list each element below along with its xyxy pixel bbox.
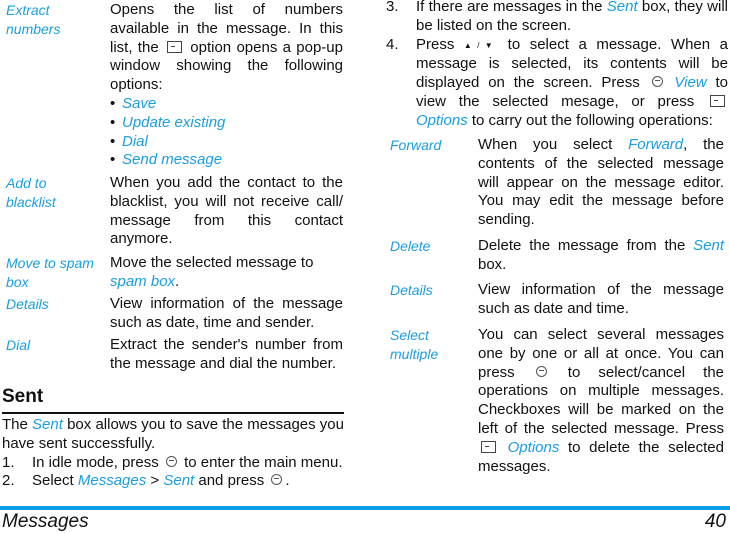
text-run: In idle mode, press (32, 453, 163, 471)
option-label (6, 336, 106, 355)
option-label (6, 174, 106, 212)
menu-term: Sent (32, 416, 63, 433)
text-run: and press (194, 472, 269, 490)
label-line: Extract (6, 2, 50, 18)
text-run: If there are messages in the (416, 0, 607, 15)
step-item (2, 472, 344, 491)
menu-term: Options (416, 111, 468, 129)
label-line: Forward (390, 137, 442, 153)
label-line: Delete (390, 238, 431, 254)
bullet-dial: Dial (122, 132, 148, 150)
option-label (6, 254, 106, 292)
label-line: Details (390, 282, 433, 298)
options-bullet-list (110, 95, 343, 170)
text-run: Extract the sender's number from the message and dial the number. (110, 336, 343, 372)
step-text (416, 0, 728, 34)
text-run: to delete the selected messages. (478, 438, 724, 475)
menu-term: Sent (693, 237, 724, 254)
step-text (32, 454, 343, 471)
menu-term: spam box (110, 272, 176, 290)
options-softkey-icon (167, 41, 182, 53)
bullet-save: Save (122, 95, 157, 112)
step-item (386, 0, 728, 36)
label-line: Select (390, 327, 429, 343)
step-number: 2. (2, 472, 15, 490)
text-run: to view the selected mesage, or press (416, 74, 728, 110)
option-label (390, 136, 441, 155)
option-desc (478, 326, 724, 476)
option-desc (110, 174, 343, 249)
text-run: . (175, 272, 180, 290)
step-number: 3. (386, 0, 399, 15)
label-line: Details (6, 296, 49, 312)
menu-term: Messages (77, 472, 147, 490)
section-heading: Sent (2, 386, 44, 407)
label-line: numbers (6, 20, 61, 37)
label-line: Dial (6, 337, 31, 353)
text-run: Select (32, 472, 78, 490)
label-line: multiple (390, 345, 439, 362)
options-softkey-icon (481, 441, 496, 453)
text-run: to select/cancel the operations on multiple messages. Checkboxes will be marked on the left of the selected message. Press (478, 363, 724, 437)
ok-key-icon (652, 76, 663, 87)
text-run: Move the selected message to (110, 254, 314, 271)
option-label (6, 1, 106, 39)
footer-section-title: Messages (2, 511, 89, 532)
page-number: 40 (704, 511, 726, 532)
text-run: . (285, 472, 290, 490)
text-run: to select a message. When a message is selected, its contents will be displayed on the screen. Press (416, 35, 728, 92)
option-label (390, 281, 433, 300)
text-run (499, 439, 508, 456)
step-item (2, 454, 344, 473)
option-desc (110, 295, 343, 333)
menu-term: Forward (628, 136, 684, 153)
step-text (32, 472, 290, 489)
options-softkey-icon (710, 95, 725, 107)
bullet-update-existing: Update existing (122, 113, 226, 131)
label-line: Move to spam (6, 255, 94, 271)
step-text (416, 36, 728, 131)
text-run: The (2, 416, 33, 433)
footer-rule (0, 506, 730, 510)
option-desc (478, 136, 724, 230)
text-run: You can select several messages one by one or all at once. You can press (478, 326, 724, 381)
bullet-send-message: Send message (122, 151, 223, 169)
bullet-item: • Dial (110, 132, 148, 150)
text-run: to carry out the following operations: (467, 111, 713, 129)
right-steps (386, 0, 728, 131)
heading-rule (2, 412, 344, 414)
text-run: View information of the message such as date and time. (478, 281, 724, 317)
ok-key-icon (166, 456, 177, 467)
step-number: 4. (386, 35, 399, 53)
bullet-item: • Update existing (110, 113, 226, 131)
text-run: option opens a pop-up window showing the following options: (110, 38, 343, 94)
text-run: When you add the contact to the blacklist, you will not receive call/ message from this contact anymore. (110, 174, 343, 248)
option-desc (110, 336, 343, 374)
option-desc (110, 1, 343, 95)
bullet-item: • Send message (110, 151, 223, 169)
text-run: box allows you to save the messages you have sent successfully. (2, 416, 344, 452)
text-run: Press (416, 35, 464, 53)
ok-key-icon (536, 366, 547, 377)
text-run: box. (478, 255, 507, 273)
text-run: Delete the message from the (478, 237, 694, 254)
option-desc (478, 281, 724, 319)
label-line: Add to (6, 175, 47, 191)
option-label (390, 326, 438, 364)
section-intro (2, 416, 344, 454)
step-item (386, 36, 728, 131)
text-run: , the contents of the selected message will appear on the message editor. You may edit the message before sending. (478, 136, 724, 229)
sent-section (2, 386, 344, 491)
option-label (6, 295, 106, 314)
text-run: box, they will be listed on the screen. (416, 0, 728, 34)
option-desc (478, 237, 724, 275)
option-desc (110, 254, 343, 292)
text-run: When you select (478, 136, 629, 153)
nav-up-down-icon: ▲/▼ (463, 40, 499, 50)
option-label (390, 237, 430, 256)
menu-term: Options (507, 438, 560, 456)
text-run: View information of the message such as date, time and sender. (110, 295, 343, 331)
step-number: 1. (2, 453, 15, 471)
menu-term: Sent (163, 472, 195, 490)
menu-term: Sent (606, 0, 638, 15)
ok-key-icon (271, 474, 282, 485)
label-line: box (6, 273, 29, 290)
text-run: > (146, 472, 164, 490)
label-line: blacklist (6, 193, 56, 210)
text-run: Opens the list of numbers available in the message. In this list, the (110, 1, 343, 56)
text-run: to enter the main menu. (179, 453, 343, 471)
bullet-item: • Save (110, 95, 157, 112)
menu-term: View (674, 74, 707, 92)
